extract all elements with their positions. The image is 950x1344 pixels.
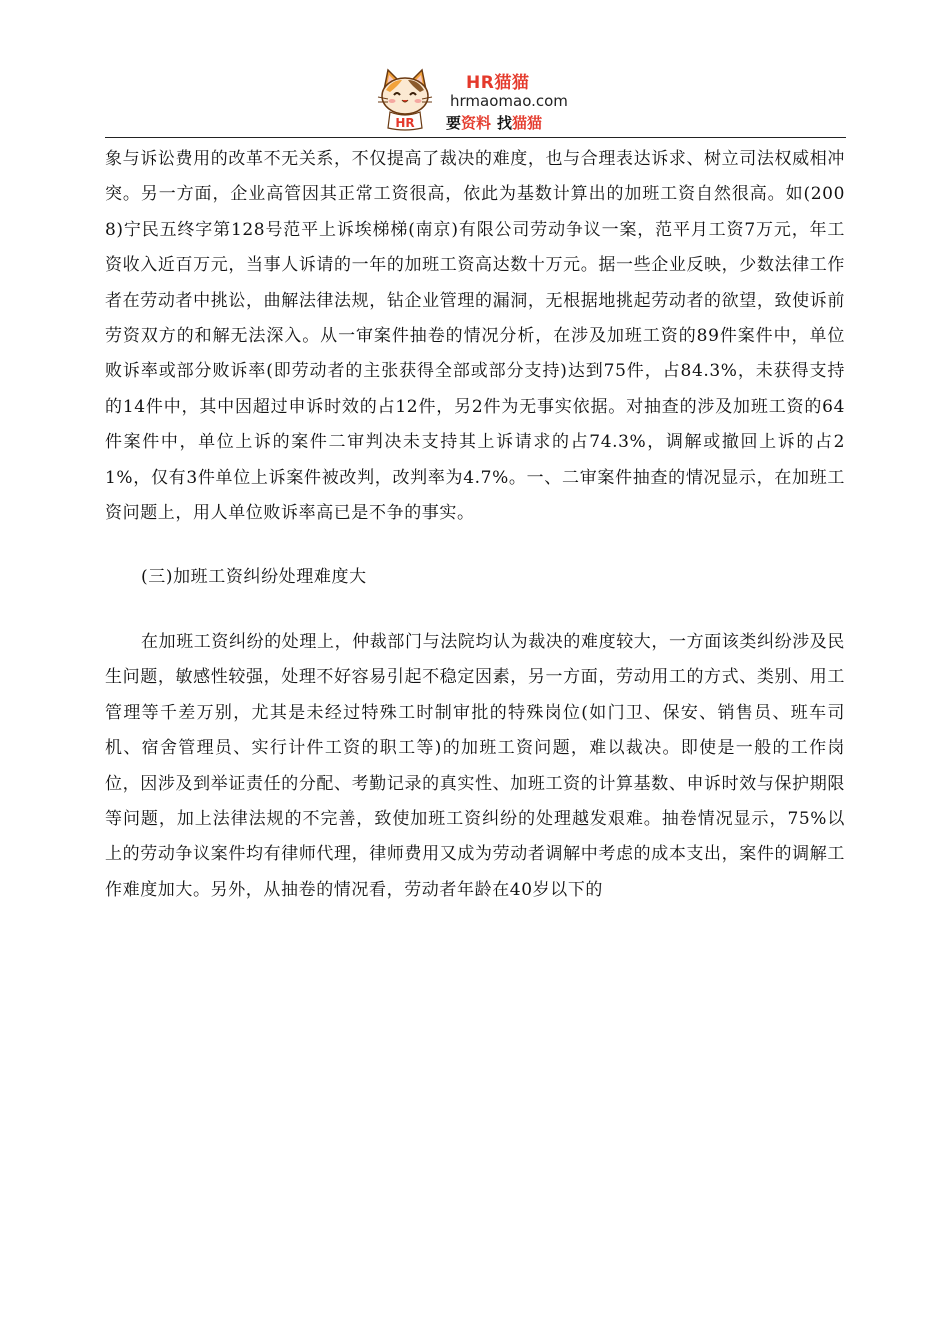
header-divider: [105, 137, 846, 138]
body-paragraph-2: 在加班工资纠纷的处理上，仲裁部门与法院均认为裁决的难度较大，一方面该类纠纷涉及民生问题，敏感性较强，处理不好容易引起不稳定因素，另一方面，劳动用工的方式、类别、用工管理等千差万别，尤其是未经过特殊工时制审批的特殊岗位(如门卫、保安、销售员、班车司机、宿舍管理员、实行计件工资的职工等)的加班工资问题，难以裁决。即使是一般的工作岗位，因涉及到举证责任的分配、考勤记录的真实性、加班工资的计算基数、申诉时效与保护期限等问题，加上法律法规的不完善，致使加班工资纠纷的处理越发艰难。抽卷情况显示，75%以上的劳动争议案件均有律师代理，律师费用又成为劳动者调解中考虑的成本支出，案件的调解工作难度加大。另外，从抽卷的情况看，劳动者年龄在40岁以下的: [105, 631, 845, 900]
slogan-part-2: 资料: [461, 114, 492, 132]
body-paragraph-1: 象与诉讼费用的改革不无关系，不仅提高了裁决的难度，也与合理表达诉求、树立司法权威相冲突。另一方面，企业高管因其正常工资很高，依此为基数计算出的加班工资自然很高。如(2008)宁民五终字第128号范平上诉埃梯梯(南京)有限公司劳动争议一案，范平月工资7万元，年工资收入近百万元，当事人诉请的一年的加班工资高达数十万元。据一些企业反映，少数法律工作者在劳动者中挑讼，曲解法律法规，钻企业管理的漏洞，无根据地挑起劳动者的欲望，致使诉前劳资双方的和解无法深入。从一审案件抽卷的情况分析，在涉及加班工资的89件案件中，单位败诉率或部分败诉率(即劳动者的主张获得全部或部分支持)达到75件，占84.3%，未获得支持的14件中，其中因超过申诉时效的占12件，另2件为无事实依据。对抽查的涉及加班工资的64件案件中，单位上诉的案件二审判决未支持其上诉请求的占74.3%，调解或撤回上诉的占21%，仅有3件单位上诉案件被改判，改判率为4.7%。一、二审案件抽查的情况显示，在加班工资问题上，用人单位败诉率高已是不争的事实。: [105, 149, 845, 524]
slogan-part-3: 找: [497, 114, 513, 132]
cat-mascot-icon: [372, 66, 438, 132]
page-header: [0, 0, 950, 140]
logo-text-block: [442, 68, 582, 134]
site-domain: hrmaomao.com: [450, 92, 568, 110]
hr-mark-text: HR: [395, 116, 415, 130]
hr-maomao-logo[interactable]: [372, 66, 582, 136]
slogan-part-1: 要: [446, 114, 462, 132]
section-subheading: (三)加班工资纠纷处理难度大: [141, 567, 367, 588]
brand-slogan: [446, 112, 542, 133]
brand-name: HR猫猫: [466, 73, 530, 93]
document-body: [105, 142, 845, 908]
slogan-part-4: 猫猫: [512, 114, 543, 132]
